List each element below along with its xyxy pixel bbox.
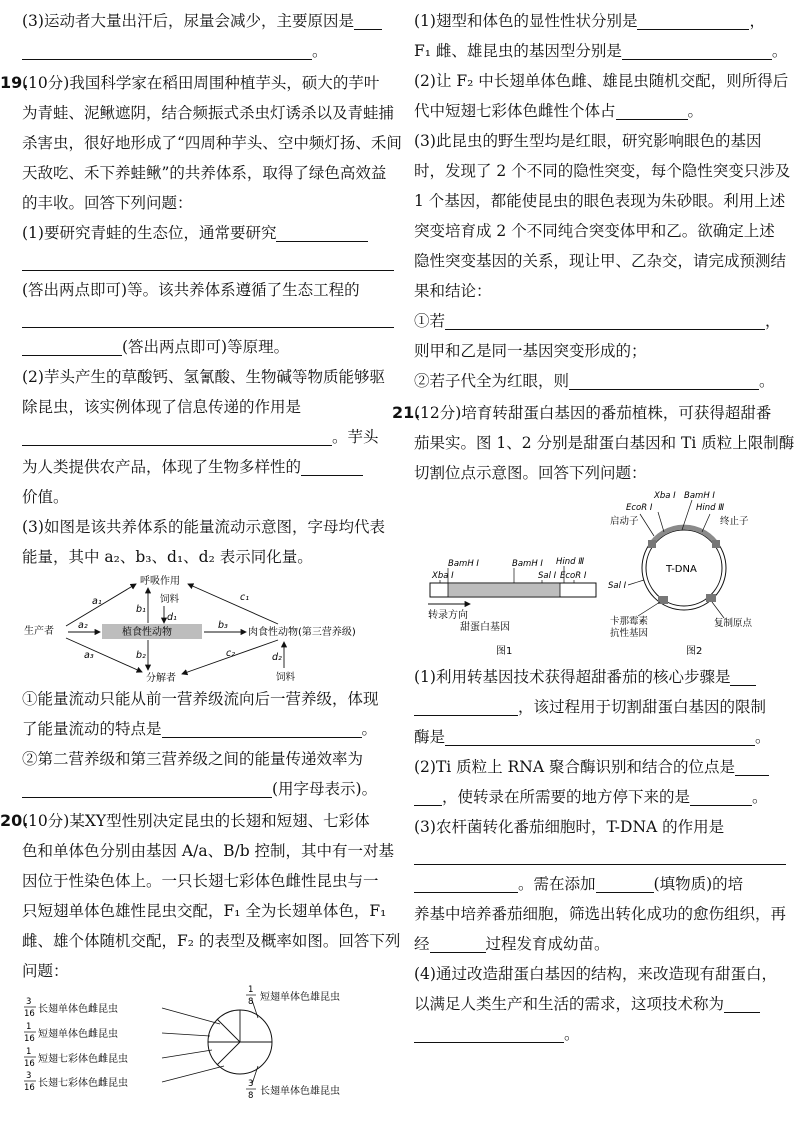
q21-part3-cont: 。需在添加 (填物质)的培 xyxy=(414,869,786,899)
fig2-xba1: Xba Ⅰ xyxy=(654,491,676,501)
answer-blank xyxy=(22,39,312,60)
node-feed-2: 饲料 xyxy=(276,672,296,683)
pie-label-5: 短翅单体色雄昆虫 xyxy=(260,992,340,1003)
fig2-kan-block xyxy=(658,596,668,604)
leader-line xyxy=(162,1033,210,1036)
q21-part2: (2)Ti 质粒上 RNA 聚合酶识别和结合的位点是 xyxy=(414,752,786,782)
question-number: 19. xyxy=(0,73,29,92)
fig2-ecor1: EcoR Ⅰ xyxy=(626,503,653,513)
fig1-caption: 图1 xyxy=(496,646,513,657)
answer-blank xyxy=(622,39,772,60)
fig2-sal1: Sal Ⅰ xyxy=(608,581,627,591)
leader-line xyxy=(162,1008,220,1024)
q18-part3-cont: 。 xyxy=(22,36,394,66)
fig2-terminator: 终止子 xyxy=(720,516,749,527)
fraction-num: 3 xyxy=(248,1079,254,1089)
q20-result1: ①若 ， xyxy=(414,306,786,336)
fig1-gene-region xyxy=(448,583,560,597)
fraction-den: 8 xyxy=(248,997,254,1007)
answer-blank xyxy=(276,221,368,242)
q19-part1: (1)要研究青蛙的生态位，通常要研究 xyxy=(22,218,394,248)
fig1-gene-label: 甜蛋白基因 xyxy=(460,622,510,633)
label-b1: b₁ xyxy=(136,604,146,615)
fraction-den: 16 xyxy=(24,1083,35,1093)
left-column: (3)运动者大量出汗后，尿量会减少，主要原因是 。 19.(10分)我国科学家在稻田周围种植芋头，硕大的芋叶 为青蛙、泥鳅遮阴，结合频振式杀虫灯诱杀以及青蛙捕 杀害虫，很好地形成了“四周种芋头、空中频灯扬、禾间 天敌吃、禾下养蛙鳅”的共养体系，取得了绿色高效益 的丰收。回答下列问题： (1)要研究青蛙的生态位，通常要研究 (答出两点即可)等。该共养体系遵循了生态工程的 (答出两点即可)等原理。 (2)芋头产生的草酸钙、氢氰酸、生物碱等物质能够驱 除昆虫，该实例体现了信息传递的作用是 。芋头 为人类提供农产品，体现了生物多样性的 价值。 (3)如图是该共养体系的能量流动示意图，字母均代表 能量，其中 a₂、b₃、d₁、d₂ 表示同化量。 呼吸作用 生产者 植食性动物 肉食性动物(第三营养级) 分解者 饲料 饲料 a₁ a₂ a₃ b₁ d₁ b₂ b₃ c₁ c₂ d₂ ①能量流动只能从前一营养级流向后一营养级，体现 了能量流动的特点是 。 ②第二营养级和第三营养级之间的能量传递效率为 (用字母表示)。 20.(10分)某XY型性别决定昆虫的长翅和短翅、七彩体 色和单体色分别由基因 A/a、B/b 控制，其中有一对基 因位于性染色体上。一只长翅七彩体色雌性昆虫与一 只短翅单体色雄性昆虫交配，F₁ 全为长翅单体色，F₁ 雌、雄个体随机交配，F₂ 的表型及概率如图。回答下列 问题： 3 16 长翅单体色雌昆虫 1 16 短翅单体色雌昆虫 1 16 短翅七彩体色雌昆虫 3 16 长翅七彩体色雌昆虫 1 8 短翅单体色雄昆虫 3 8 长翅单体色雄昆虫 xyxy=(22,0,394,1104)
node-producer: 生产者 xyxy=(24,626,54,637)
answer-blank xyxy=(724,992,760,1013)
q21-part1-end: 酶是 。 xyxy=(414,722,786,752)
answer-blank xyxy=(414,785,442,806)
pie-label-2: 短翅单体色雌昆虫 xyxy=(38,1029,118,1040)
question-number: 20. xyxy=(0,811,29,830)
fig2-kan-label-1: 卡那霉素 xyxy=(610,616,649,627)
fig2-kan-label-2: 抗性基因 xyxy=(610,628,649,639)
fig2-caption: 图2 xyxy=(686,646,703,657)
answer-blank xyxy=(22,777,272,798)
q21-part3-end: 经 过程发育成幼苗。 xyxy=(414,929,786,959)
right-column: (1)翅型和体色的显性性状分别是 ， F₁ 雌、雄昆虫的基因型分别是 。 (2)让 F₂ 中长翅单体色雌、雄昆虫随机交配，则所得后 代中短翅七彩体色雌性个体占 。 (3)此昆虫的野生型均是红眼，研究影响眼色的基因 时，发现了 2 个不同的隐性突变，每个隐性突变只涉及 1 个基因，都能使昆虫的眼色表现为朱砂眼。利用上述 突变培育成 2 个不同纯合突变体甲和乙。欲确定上述 隐性突变基因的关系，现让甲、乙杂交，请完成预测结 果和结论： ①若 ， 则甲和乙是同一基因突变形成的； ②若子代全为红眼，则 。 21.(12分)培育转甜蛋白基因的番茄植株，可获得超甜番 茄果实。图 1、2 分别是甜蛋白基因和 Ti 质粒上限制酶 切割位点示意图。回答下列问题： BamH Ⅰ BamH Ⅰ Hind Ⅲ Xba Ⅰ Sal Ⅰ EcoR Ⅰ 转录方向 甜蛋白基因 图1 Xba Ⅰ BamH Ⅰ EcoR Ⅰ Hind Ⅲ 启动子 终止子 T-DNA Sal Ⅰ 卡那霉素 抗性基因 复制原点 图2 (1)利用转基因技术获得超甜番茄的核心步骤是 ，该过程用于切割甜蛋白基因的限制 酶是 。 (2)Ti 质粒上 RNA 聚合酶识别和结合的位点是 ，使转录在所需要的地方停下来的是 。 (3)农杆菌转化番茄细胞时，T-DNA 的作用是 。需在添加 (填物质)的培 养基中培养番茄细胞，筛选出转化成功的愈伤组织，再 经 过程发育成幼苗。 (4)通过改造甜蛋白基因的结构，来改造现有甜蛋白， 以满足人类生产和生活的需求，这项技术称为 。 xyxy=(414,0,786,1049)
fraction-den: 16 xyxy=(24,1034,35,1044)
fraction-den: 16 xyxy=(24,1009,35,1019)
q20-part1: (1)翅型和体色的显性性状分别是 ， xyxy=(414,6,786,36)
answer-blank xyxy=(690,785,752,806)
answer-blank xyxy=(596,872,654,893)
fig2-ori-block xyxy=(706,594,716,602)
fig2-bamh1: BamH Ⅰ xyxy=(684,491,715,501)
question-number: 21. xyxy=(392,403,421,422)
fraction-den: 8 xyxy=(248,1091,254,1101)
q21-part4-end: 。 xyxy=(414,1019,786,1049)
label-a1: a₁ xyxy=(92,596,102,607)
q19-part2-cont: 。芋头 xyxy=(22,422,394,452)
energy-flow-diagram xyxy=(22,572,394,684)
q21-part2-cont: ，使转录在所需要的地方停下来的是 。 xyxy=(414,782,786,812)
fraction-num: 1 xyxy=(248,985,254,995)
fraction-den: 16 xyxy=(24,1059,35,1069)
label-b3: b₃ xyxy=(218,620,228,631)
fig1-bamh1-left: BamH Ⅰ xyxy=(448,559,479,569)
q20-stem: 20.(10分)某XY型性别决定昆虫的长翅和短翅、七彩体 xyxy=(22,806,394,836)
pie-divider xyxy=(217,1042,240,1065)
arrow-a3 xyxy=(66,638,142,672)
node-respiration: 呼吸作用 xyxy=(140,576,180,587)
label-d1: d₁ xyxy=(167,612,177,623)
fig2-promoter-block xyxy=(648,540,656,548)
restriction-figures xyxy=(414,488,786,658)
label-d2: d₂ xyxy=(272,652,282,663)
fraction-num: 1 xyxy=(26,1022,32,1032)
node-decomposer: 分解者 xyxy=(146,673,176,684)
answer-blank xyxy=(637,9,749,30)
fig1-direction-label: 转录方向 xyxy=(428,610,468,621)
q20-part2-cont: 代中短翅七彩体色雌性个体占 。 xyxy=(414,96,786,126)
fig2-ori-label: 复制原点 xyxy=(714,618,753,629)
q18-part3 xyxy=(22,6,394,36)
answer-blank xyxy=(430,932,486,953)
fig2-tdna-label: T-DNA xyxy=(666,564,697,575)
f2-pie-diagram xyxy=(22,986,394,1104)
q21-part1: (1)利用转基因技术获得超甜番茄的核心步骤是 xyxy=(414,662,786,692)
arrow-c1 xyxy=(188,584,278,624)
q21-part1-cont: ，该过程用于切割甜蛋白基因的限制 xyxy=(414,692,786,722)
q20-part1-f1: F₁ 雌、雄昆虫的基因型分别是 。 xyxy=(414,36,786,66)
label-a3: a₃ xyxy=(84,650,94,661)
answer-blank xyxy=(414,872,518,893)
label-c1: c₁ xyxy=(240,592,250,603)
label-c2: c₂ xyxy=(226,648,236,659)
fraction-num: 1 xyxy=(26,1047,32,1057)
energy-flow-svg xyxy=(22,572,394,684)
answer-blank xyxy=(22,254,394,271)
label-a2: a₂ xyxy=(78,620,88,631)
pie-divider xyxy=(217,1019,240,1042)
node-feed-1: 饲料 xyxy=(160,594,180,605)
leader-line xyxy=(162,1066,224,1082)
node-carnivore: 肉食性动物(第三营养级) xyxy=(248,627,356,638)
pie-label-6: 长翅单体色雄昆虫 xyxy=(260,1086,340,1097)
answer-blank xyxy=(22,425,332,446)
answer-blank xyxy=(735,755,769,776)
answer-blank xyxy=(22,335,122,356)
fig2-promoter: 启动子 xyxy=(610,516,639,527)
fig1-xba1: Xba Ⅰ xyxy=(432,571,454,581)
answer-blank xyxy=(162,717,362,738)
node-herbivore: 植食性动物 xyxy=(122,627,172,638)
leader-line xyxy=(162,1050,212,1058)
q19-part2-value: 为人类提供农产品，体现了生物多样性的 xyxy=(22,452,394,482)
answer-blank xyxy=(445,309,765,330)
fig1-bamh1-right: BamH Ⅰ xyxy=(512,559,543,569)
f2-pie-svg xyxy=(22,986,394,1104)
answer-blank xyxy=(616,99,688,120)
label-b2: b₂ xyxy=(136,650,146,661)
q19-stem: 19.(10分)我国科学家在稻田周围种植芋头，硕大的芋叶 xyxy=(22,68,394,98)
pie-label-4: 长翅七彩体色雌昆虫 xyxy=(38,1078,128,1089)
answer-blank xyxy=(414,848,786,865)
restriction-svg xyxy=(414,488,786,658)
q19-part1-end: (答出两点即可)等原理。 xyxy=(22,332,394,362)
q19-sub1: 了能量流动的特点是 。 xyxy=(22,714,394,744)
answer-blank xyxy=(354,9,382,30)
q18-text: (3)运动者大量出汗后，尿量会减少，主要原因是 xyxy=(22,12,354,30)
q21-stem: 21.(12分)培育转甜蛋白基因的番茄植株，可获得超甜番 xyxy=(414,398,786,428)
answer-blank xyxy=(730,665,756,686)
answer-blank xyxy=(414,695,518,716)
fraction-num: 3 xyxy=(26,997,32,1007)
fig1-hind3: Hind Ⅲ xyxy=(556,557,585,567)
pie-label-3: 短翅七彩体色雌昆虫 xyxy=(38,1054,128,1065)
answer-blank xyxy=(414,1022,564,1043)
q20-result2: ②若子代全为红眼，则 。 xyxy=(414,366,786,396)
q19-sub2: (用字母表示)。 xyxy=(22,774,394,804)
fig1-ecor1: EcoR Ⅰ xyxy=(560,571,587,581)
fraction-num: 3 xyxy=(26,1071,32,1081)
fig2-hind3: Hind Ⅲ xyxy=(696,503,725,513)
answer-blank xyxy=(22,311,394,328)
answer-blank xyxy=(301,455,363,476)
answer-blank xyxy=(569,369,759,390)
fig1-sal1: Sal Ⅰ xyxy=(538,571,557,581)
fig2-terminator-block xyxy=(712,540,720,548)
answer-blank xyxy=(445,725,755,746)
q21-part4: 以满足人类生产和生活的需求，这项技术称为 xyxy=(414,989,786,1019)
pie-label-1: 长翅单体色雌昆虫 xyxy=(38,1004,118,1015)
